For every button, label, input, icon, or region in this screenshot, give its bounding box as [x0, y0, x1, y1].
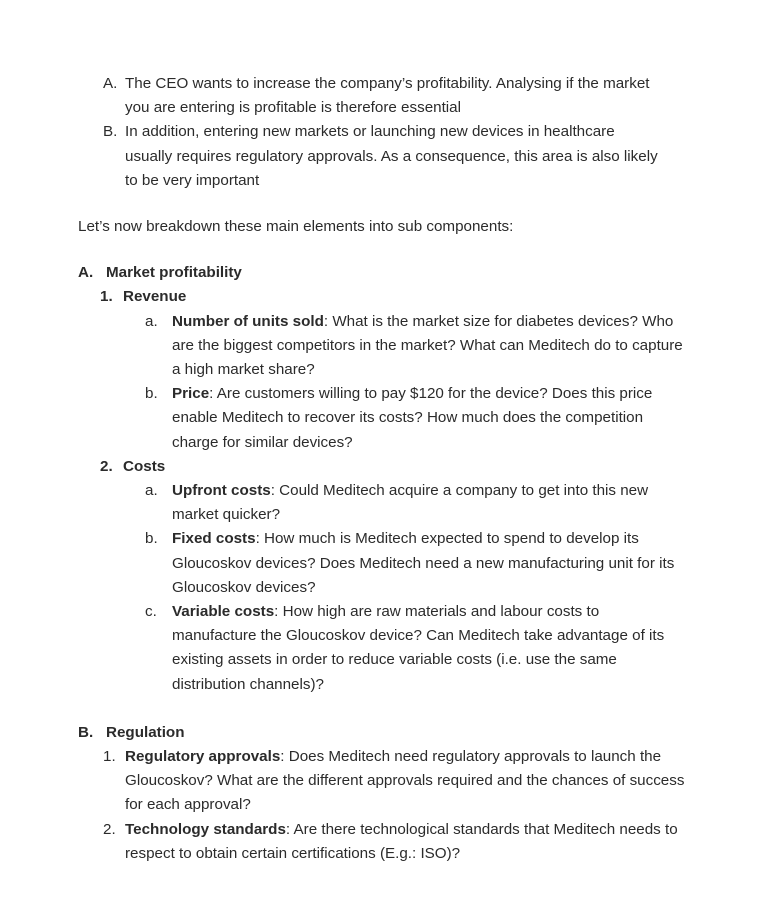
- list-marker: 2.: [103, 820, 116, 838]
- list-item-detail: : What is the market size for diabetes devices? Who are the biggest competitors in the market? What can Meditech do to capture a high market share?: [172, 312, 683, 379]
- list-item: [103, 818, 687, 866]
- list-item-label: Technology standards: [125, 820, 286, 838]
- list-item-detail: : How much is Meditech expected to spend to develop its Gloucoskov devices? Does Meditech need a new manufacturing unit for its Gloucoskov devices?: [172, 530, 675, 596]
- list-item-label: Price: [172, 385, 210, 403]
- list-item: [103, 72, 687, 120]
- section-marker: A.: [78, 264, 94, 282]
- list-item-text: [172, 310, 684, 383]
- list-marker: A.: [103, 75, 118, 92]
- intro-list: [103, 72, 687, 193]
- list-marker: a.: [145, 312, 158, 330]
- spacer: [78, 697, 687, 721]
- regulation-items: [103, 745, 687, 866]
- list-item: [145, 310, 687, 383]
- list-marker: b.: [145, 530, 158, 548]
- subsection-marker: 1.: [100, 288, 113, 306]
- list-item-detail: : Does Meditech need regulatory approvals to launch the Gloucoskov? What are the different approvals required and the chances of success for each approval?: [125, 748, 685, 814]
- list-item-label: Fixed costs: [172, 530, 256, 548]
- revenue-items: [145, 310, 687, 455]
- list-marker: a.: [145, 482, 158, 500]
- list-item-text: [172, 479, 684, 527]
- subsection-heading: [100, 285, 687, 309]
- list-item-text: In addition, entering new markets or launching new devices in healthcare usually requires regulatory approvals. As a consequence, this area is also likely to be very important: [125, 123, 658, 189]
- list-item-label: Upfront costs: [172, 482, 271, 500]
- list-item-text: [172, 527, 684, 600]
- spacer: [78, 193, 687, 215]
- list-item-label: Regulatory approvals: [125, 748, 281, 766]
- list-item: [145, 600, 687, 697]
- list-item-text: [172, 600, 684, 697]
- list-item-label: Variable costs: [172, 603, 275, 621]
- spacer: [78, 239, 687, 261]
- list-item-text: [172, 382, 684, 455]
- list-item: [145, 527, 687, 600]
- costs-items: [145, 479, 687, 697]
- list-item: [145, 479, 687, 527]
- section-regulation: [78, 721, 687, 745]
- list-marker: b.: [145, 385, 158, 403]
- section-heading: [78, 721, 687, 745]
- section-heading: [78, 261, 687, 285]
- section-title: Market profitability: [106, 264, 242, 282]
- list-item: [103, 120, 687, 193]
- list-item-text: [125, 745, 687, 818]
- list-marker: B.: [103, 123, 118, 141]
- list-marker: 1.: [103, 748, 116, 766]
- subsection-costs: [100, 455, 687, 479]
- list-marker: c.: [145, 603, 157, 621]
- subsection-title: Revenue: [123, 288, 187, 306]
- section-title: Regulation: [106, 723, 185, 741]
- list-item-label: Number of units sold: [172, 312, 324, 330]
- lead-in-paragraph: Let’s now breakdown these main elements into sub components:: [78, 218, 514, 236]
- list-item-text: [125, 818, 687, 866]
- subsection-revenue: [100, 285, 687, 309]
- list-item-detail: : Could Meditech acquire a company to get into this new market quicker?: [172, 482, 649, 524]
- list-item: [145, 382, 687, 455]
- subsection-title: Costs: [123, 457, 166, 475]
- subsection-marker: 2.: [100, 457, 113, 475]
- section-marker: B.: [78, 723, 94, 741]
- list-item-detail: : Are there technological standards that Meditech needs to respect to obtain certain certifications (E.g.: ISO)?: [125, 820, 678, 862]
- list-item: [103, 745, 687, 818]
- list-item-detail: : Are customers willing to pay $120 for the device? Does this price enable Meditech to recover its costs? How much does the competition charge for similar devices?: [172, 385, 653, 451]
- subsection-heading: [100, 455, 687, 479]
- list-item-detail: : How high are raw materials and labour costs to manufacture the Gloucoskov device? Can Meditech take advantage of its existing assets in order to reduce variable costs (i.e. use the same distribution channels)?: [172, 603, 665, 693]
- section-market-profitability: [78, 261, 687, 285]
- list-item-text: The CEO wants to increase the company’s profitability. Analysing if the market you are entering is profitable is therefore essential: [125, 75, 650, 117]
